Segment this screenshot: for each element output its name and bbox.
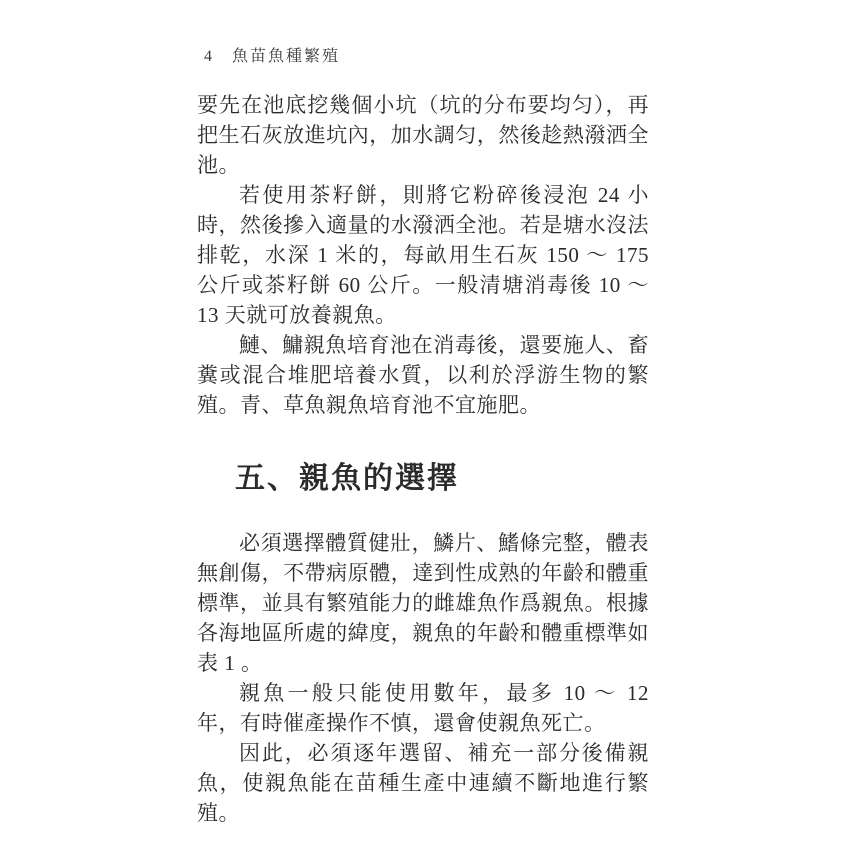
paragraph: 若使用茶籽餅，則將它粉碎後浸泡 24 小時，然後摻入適量的水潑洒全池。若是塘水沒法排乾，水深 1 米的，每畝用生石灰 150 ～ 175 公斤或茶籽餅 60 公斤。一般清塘消毒後 10 ～ 13 天就可放養親魚。: [197, 183, 649, 327]
text-column: [197, 90, 649, 828]
section-heading: 五、親魚的選擇: [235, 462, 459, 495]
paragraph: 親魚一般只能使用數年，最多 10 ～ 12 年，有時催產操作不慎，還會使親魚死亡。: [197, 681, 649, 735]
paragraph: 因此，必須逐年選留、補充一部分後備親魚，使親魚能在苗種生產中連續不斷地進行繁殖。: [197, 741, 649, 825]
running-header: [204, 47, 340, 66]
paragraph: 必須選擇體質健壯，鱗片、鰭條完整，體表無創傷，不帶病原體，達到性成熟的年齡和體重標準，並具有繁殖能力的雌雄魚作爲親魚。根據各海地區所處的緯度，親魚的年齡和體重標準如表 1 。: [197, 531, 649, 675]
running-title: 魚苗魚種繁殖: [232, 48, 341, 65]
paragraph-carryover: 要先在池底挖幾個小坑（坑的分布要均匀），再把生石灰放進坑內，加水調匀，然後趁熱潑洒全池。: [197, 93, 649, 177]
paragraph: 鰱、鱅親魚培育池在消毒後，還要施人、畜糞或混合堆肥培養水質，以利於浮游生物的繁殖。青、草魚親魚培育池不宜施肥。: [197, 333, 649, 417]
page-number: 4: [204, 48, 212, 65]
